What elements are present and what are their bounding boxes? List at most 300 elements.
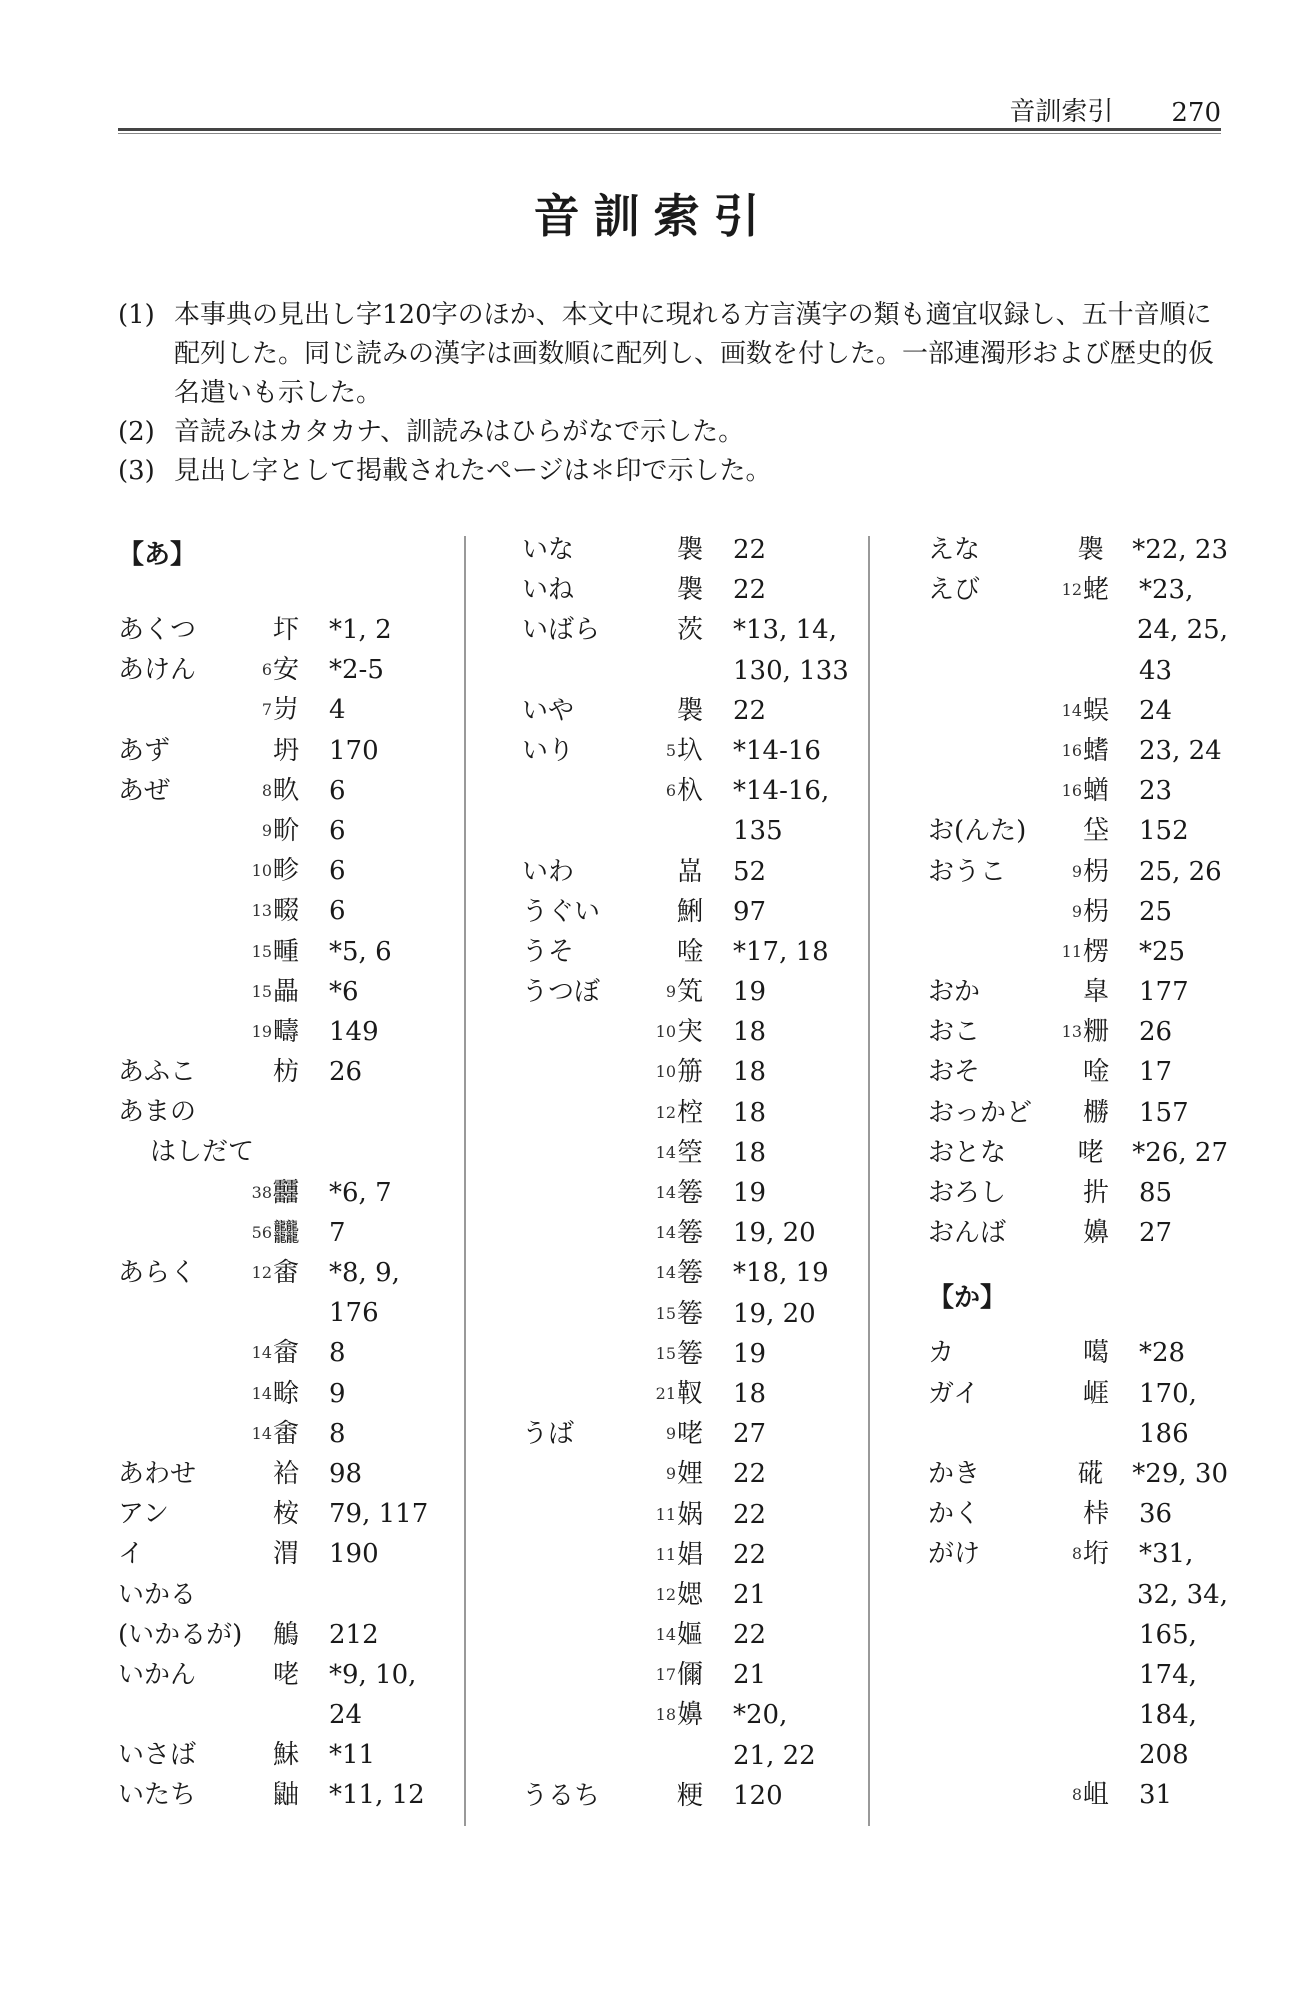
entry-reading [522,651,642,691]
entry-stroke-count: 15 [251,981,272,1001]
entry-reading [118,1414,238,1454]
entry-kanji: 椌 [677,1097,704,1128]
entry-pages: 208 [1139,1740,1189,1771]
index-entry [118,650,458,690]
entry-kanji: 畂 [273,775,300,806]
entry-reading: うば [522,1419,575,1450]
entry-stroke-count [1048,811,1083,851]
entry-reading: いかる [118,1579,197,1610]
entry-stroke-count [1048,1173,1083,1213]
entry-stroke-count: 38 [251,1182,272,1202]
entry-reading: (いかるが) [118,1619,243,1650]
entry-pages: 31 [1139,1780,1173,1811]
index-entry [118,891,458,931]
entry-pages: 19, 20 [733,1218,816,1249]
note-number: (3) [118,456,155,486]
entry-stroke-count: 13 [1061,1022,1082,1042]
entry-reading [522,1454,642,1494]
entry-stroke-count [1048,1052,1083,1092]
entry-pages: 19 [733,1178,767,1208]
entry-stroke-count: 5 [665,740,676,760]
entry-stroke-count [642,1776,677,1816]
entry-kanji: 娲 [677,1499,704,1530]
entry-reading [522,1535,642,1575]
entry-stroke-count [238,1454,273,1494]
entry-reading: あわせ [118,1458,197,1489]
entry-pages [309,1092,329,1132]
entry-stroke-count [238,1735,273,1775]
column-divider [868,536,870,1826]
index-entry [118,690,458,730]
entry-pages: 22 [733,1539,767,1570]
entry-kanji: 扸 [1083,1178,1110,1208]
page-title: 音訓索引 [533,189,774,243]
entry-kanji: 疇 [273,1016,300,1047]
entry-reading [118,1173,238,1213]
entry-stroke-count [238,1494,273,1534]
entry-kanji: 袷 [273,1458,300,1489]
entry-reading [118,1374,238,1414]
entry-stroke-count [238,1534,273,1574]
entry-reading [118,1695,238,1735]
entry-reading: えな [928,535,981,565]
index-entry [522,1535,862,1575]
entry-pages: 6 [329,856,346,887]
entry-kanji: 桛 [1083,1499,1110,1530]
entry-kanji: 鮇 [273,1740,300,1771]
note-number: (1) [118,300,155,330]
entry-pages: 22 [733,575,767,606]
entry-pages: 22 [733,1620,767,1651]
index-entry [928,1414,1228,1454]
entry-stroke-count: 12 [251,1263,272,1282]
entry-kanji: 箞 [677,1178,704,1208]
entry-stroke-count [1048,1333,1083,1373]
entry-kanji [1083,1735,1119,1775]
entry-pages: 184, [1139,1700,1197,1731]
entry-pages: 25, 26 [1139,856,1222,887]
index-entry [522,1093,862,1133]
entry-kanji: 媤 [677,1579,704,1610]
entry-stroke-count: 8 [1071,1544,1082,1564]
entry-stroke-count [642,932,677,972]
entry-pages: *22, 23 [1132,535,1228,565]
index-entry [118,1253,458,1293]
entry-stroke-count [1048,1374,1083,1414]
entry-stroke-count: 9 [261,820,272,840]
entry-stroke-count: 9 [1071,901,1082,921]
entry-reading: イ [118,1539,145,1570]
entry-reading: お(んた) [928,816,1027,847]
index-entry [118,1052,458,1092]
entry-reading: いさば [118,1740,197,1771]
entry-kanji: 粣 [1083,1017,1110,1048]
index-entry [118,1173,458,1213]
entry-pages: *18, 19 [733,1258,829,1289]
entry-reading [928,1575,1047,1615]
index-entry [928,1534,1228,1574]
index-entry [118,1012,458,1052]
entry-reading [522,1334,642,1374]
entry-pages: 32, 34, [1137,1579,1228,1610]
entry-kanji: 咾 [273,1659,300,1690]
entry-kanji [677,1736,713,1776]
index-column-3 [928,530,1228,1816]
entry-kanji [677,651,713,691]
running-header [118,92,1221,128]
entry-pages: 130, 133 [733,655,849,686]
entry-reading: あけん [118,655,197,686]
entry-pages: 26 [329,1057,363,1088]
entry-pages: 19, 20 [733,1298,816,1329]
index-entry [522,892,862,932]
index-entry [118,1132,458,1172]
index-entry [928,530,1228,570]
entry-reading: あまの [118,1097,197,1128]
entry-kanji: 褜 [677,695,704,726]
entry-pages: 52 [733,856,767,887]
index-entry [522,771,862,811]
index-entry [928,1454,1228,1494]
entry-pages: 18 [733,1017,767,1048]
entry-pages: 6 [329,896,346,927]
entry-reading [522,1695,642,1735]
entry-kanji: 蜈 [1083,695,1110,726]
entry-pages: 23, 24 [1139,735,1222,766]
entry-reading: いや [522,695,575,726]
index-entry [928,1213,1228,1253]
index-entry [928,731,1228,771]
index-entry [522,731,862,771]
entry-reading [522,1253,642,1293]
index-entry [118,811,458,851]
entry-reading [118,1213,238,1253]
entry-kanji: 畷 [273,896,300,927]
entry-pages: 27 [1139,1218,1173,1249]
index-entry [118,1575,458,1615]
entry-kanji: 枴 [1083,856,1110,887]
entry-reading [522,1173,642,1213]
entry-kanji [1081,1575,1117,1615]
explanatory-notes [118,296,1221,491]
entry-reading [118,891,238,931]
entry-pages: *20, [733,1700,788,1731]
index-entry [522,1695,862,1735]
entry-pages: 19 [733,1338,767,1369]
entry-kanji [1083,1655,1119,1695]
entry-reading [928,691,1048,731]
entry-kanji: 箞 [677,1338,704,1369]
entry-stroke-count [642,651,677,691]
entry-stroke-count: 10 [251,861,272,881]
index-entry [522,852,862,892]
entry-reading [118,811,238,851]
page-number: 270 [1171,98,1221,128]
entry-pages: *13, 14, [733,615,837,646]
entry-stroke-count [238,1655,273,1695]
entry-kanji: 杁 [677,776,704,807]
entry-pages: 176 [329,1298,379,1329]
index-entry [522,1615,862,1655]
entry-reading [522,1655,642,1695]
index-entry [522,570,862,610]
entry-pages: 24 [1139,695,1173,726]
entry-kanji: 嬶 [1083,1218,1110,1249]
entry-stroke-count [238,1615,273,1655]
note-text: 音読みはカタカナ、訓読みはひらがなで示した。 [174,417,745,447]
entry-kanji: 噶 [1083,1338,1110,1369]
index-entry [522,1776,862,1816]
entry-stroke-count: 14 [655,1142,676,1162]
entry-kanji: 渭 [273,1539,300,1570]
entry-kanji: 鯏 [677,896,704,927]
entry-stroke-count [1048,1414,1083,1454]
entry-pages: 22 [733,535,767,565]
entry-stroke-count: 9 [665,1464,676,1484]
entry-kanji: 坍 [273,735,300,766]
index-entry [522,1334,862,1374]
entry-reading [928,771,1048,811]
entry-reading: カ [928,1338,955,1369]
entry-reading: えび [928,575,981,606]
entry-kanji: 箜 [677,1137,704,1168]
entry-stroke-count: 11 [1061,941,1082,961]
entry-reading [118,972,238,1012]
entry-pages: *26, 27 [1132,1137,1228,1168]
entry-kanji [1083,651,1119,691]
entry-pages: *25 [1139,936,1186,967]
index-entry [522,1495,862,1535]
entry-stroke-count [1047,1575,1082,1615]
index-entry [118,1775,458,1815]
entry-kanji: 笂 [677,977,704,1008]
index-entry [118,771,458,811]
entry-stroke-count: 11 [655,1544,676,1564]
entry-stroke-count: 16 [1061,740,1082,760]
entry-stroke-count [1048,1615,1083,1655]
entry-pages: 8 [329,1338,346,1369]
entry-pages: *14-16 [733,735,821,766]
entry-kanji: 茨 [677,615,704,646]
entry-reading [928,731,1048,771]
entry-reading [522,1093,642,1133]
entry-kanji: 𪚥 [273,1217,300,1248]
entry-stroke-count [238,1052,273,1092]
index-entry [928,892,1228,932]
entry-pages: 18 [733,1057,767,1088]
entry-reading: がけ [928,1539,981,1570]
entry-reading: おこ [928,1017,981,1048]
index-entry [118,851,458,891]
entry-reading [928,1735,1048,1775]
entry-pages: *31, [1139,1539,1194,1570]
entry-pages: 36 [1139,1499,1173,1530]
entry-kanji: 圦 [677,735,704,766]
entry-stroke-count [1048,1735,1083,1775]
index-entry [118,1494,458,1534]
entry-stroke-count [1048,1494,1083,1534]
entry-pages: 24 [329,1700,363,1731]
note-text: 本事典の見出し字120字のほか、本文中に現れる方言漢字の類も適宜収録し、五十音順に配列した。同じ読みの漢字は画数順に配列し、画数を付した。一部連濁形および歴史的仮名遣いも示した。 [174,300,1215,408]
entry-kanji [1083,1615,1119,1655]
index-entry [118,731,458,771]
entry-kanji: 靫 [677,1378,704,1409]
entry-stroke-count [238,610,273,650]
entry-pages: *9, 10, [329,1659,417,1690]
entry-reading: いな [522,535,575,565]
entry-kanji: 硴 [1077,1458,1104,1489]
index-entry [522,691,862,731]
entry-reading [522,1736,642,1776]
entry-reading: いり [522,735,575,766]
index-entry [928,1374,1228,1414]
entry-kanji: 畬 [273,1418,300,1449]
entry-stroke-count: 56 [251,1222,272,1242]
entry-kanji: 褜 [677,535,704,565]
entry-kanji: 桉 [273,1499,300,1530]
entry-pages: 4 [329,695,346,726]
entry-pages: 25 [1139,896,1173,927]
entry-kanji [677,811,713,851]
entry-stroke-count: 18 [655,1705,676,1725]
entry-reading [118,1293,238,1333]
entry-pages: 85 [1139,1178,1173,1208]
index-entry [522,1374,862,1414]
index-entry [118,972,458,1012]
index-entry [522,1294,862,1334]
entry-kanji [1081,610,1117,650]
entry-stroke-count: 14 [251,1383,272,1403]
note-item [118,452,1221,491]
entry-kanji: 箞 [677,1258,704,1289]
note-text: 見出し字として掲載されたページは＊印で示した。 [174,456,772,486]
entry-reading [118,1012,238,1052]
entry-stroke-count [1047,610,1082,650]
entry-pages: 174, [1139,1659,1197,1690]
entry-reading [928,892,1048,932]
entry-pages: *11, 12 [329,1780,425,1811]
entry-stroke-count [1048,1093,1083,1133]
note-item [118,296,1221,413]
entry-pages: 8 [329,1418,346,1449]
entry-kanji: 蝤 [1083,776,1110,807]
index-entry [928,1093,1228,1133]
entry-pages: *8, 9, [329,1258,400,1288]
index-entry [118,610,458,650]
entry-kanji: 唫 [1083,1057,1110,1088]
entry-kanji: 宊 [677,1017,704,1048]
entry-stroke-count [1048,1655,1083,1695]
entry-pages: 170, [1139,1378,1197,1409]
entry-stroke-count: 19 [251,1021,272,1041]
entry-kanji: 咾 [1077,1137,1104,1168]
entry-kanji: 娌 [677,1459,704,1490]
entry-kanji: 岃 [273,695,300,726]
entry-pages: 212 [329,1619,379,1650]
index-entry [522,530,862,570]
entry-pages: 18 [733,1097,767,1128]
index-entry [118,1414,458,1454]
entry-kanji [1083,1414,1119,1454]
index-entry [118,1092,458,1132]
index-entry [928,1735,1228,1775]
entry-stroke-count [642,691,677,731]
entry-pages: *2-5 [329,655,384,686]
entry-pages: *6 [329,976,359,1007]
entry-stroke-count: 16 [1061,781,1082,801]
entry-pages: 152 [1139,816,1189,847]
entry-reading: アン [118,1499,169,1530]
entry-reading: いわ [522,856,575,887]
entry-stroke-count: 14 [1061,700,1082,720]
entry-pages: 22 [733,695,767,726]
entry-reading [928,1655,1048,1695]
entry-stroke-count [1048,1213,1083,1253]
entry-stroke-count: 12 [1061,580,1082,600]
index-entry [928,570,1228,610]
entry-stroke-count [642,1736,677,1776]
entry-kanji [305,1132,341,1172]
entry-stroke-count [238,1575,273,1615]
index-entry [928,1052,1228,1092]
entry-kanji [273,1695,309,1735]
entry-stroke-count [238,1775,273,1815]
index-entry [522,1133,862,1173]
entry-reading: おとな [928,1137,1007,1168]
entry-reading [928,1615,1048,1655]
entry-stroke-count: 15 [251,941,272,961]
index-column-1 [118,530,458,1816]
entry-pages: 21 [733,1579,767,1610]
entry-stroke-count: 10 [655,1062,676,1082]
entry-stroke-count [642,530,677,570]
entry-stroke-count [642,852,677,892]
entry-stroke-count: 7 [261,700,272,720]
entry-stroke-count: 14 [655,1625,676,1645]
entry-pages: 170 [329,735,379,766]
index-entry [522,1213,862,1253]
entry-kanji: 皐 [1083,977,1110,1008]
entry-pages: 9 [329,1378,346,1409]
index-entry [928,1655,1228,1695]
entry-pages: 120 [733,1780,783,1811]
entry-kanji: 螧 [1083,735,1110,766]
entry-stroke-count: 6 [261,660,272,680]
entry-reading [928,932,1048,972]
entry-pages: 27 [733,1419,767,1450]
entry-reading [928,1775,1048,1815]
index-entry [118,1735,458,1775]
entry-reading [522,1374,642,1414]
entry-reading: あくつ [118,615,197,645]
entry-pages: 98 [329,1458,363,1489]
entry-stroke-count: 14 [655,1263,676,1283]
entry-stroke-count [1044,1133,1078,1173]
index-entry [522,1414,862,1454]
entry-pages: 18 [733,1137,767,1168]
entry-pages: 23 [1139,776,1173,807]
index-entry [118,1213,458,1253]
entry-kanji [273,1293,309,1333]
entry-reading: いかん [118,1659,197,1690]
entry-reading: あらく [118,1258,197,1288]
index-entry [928,1012,1228,1052]
entry-kanji: 崕 [1083,1378,1110,1409]
index-entry [522,610,862,650]
entry-stroke-count: 8 [1071,1785,1082,1805]
entry-kanji [273,1575,309,1615]
entry-pages: *11 [329,1740,376,1771]
